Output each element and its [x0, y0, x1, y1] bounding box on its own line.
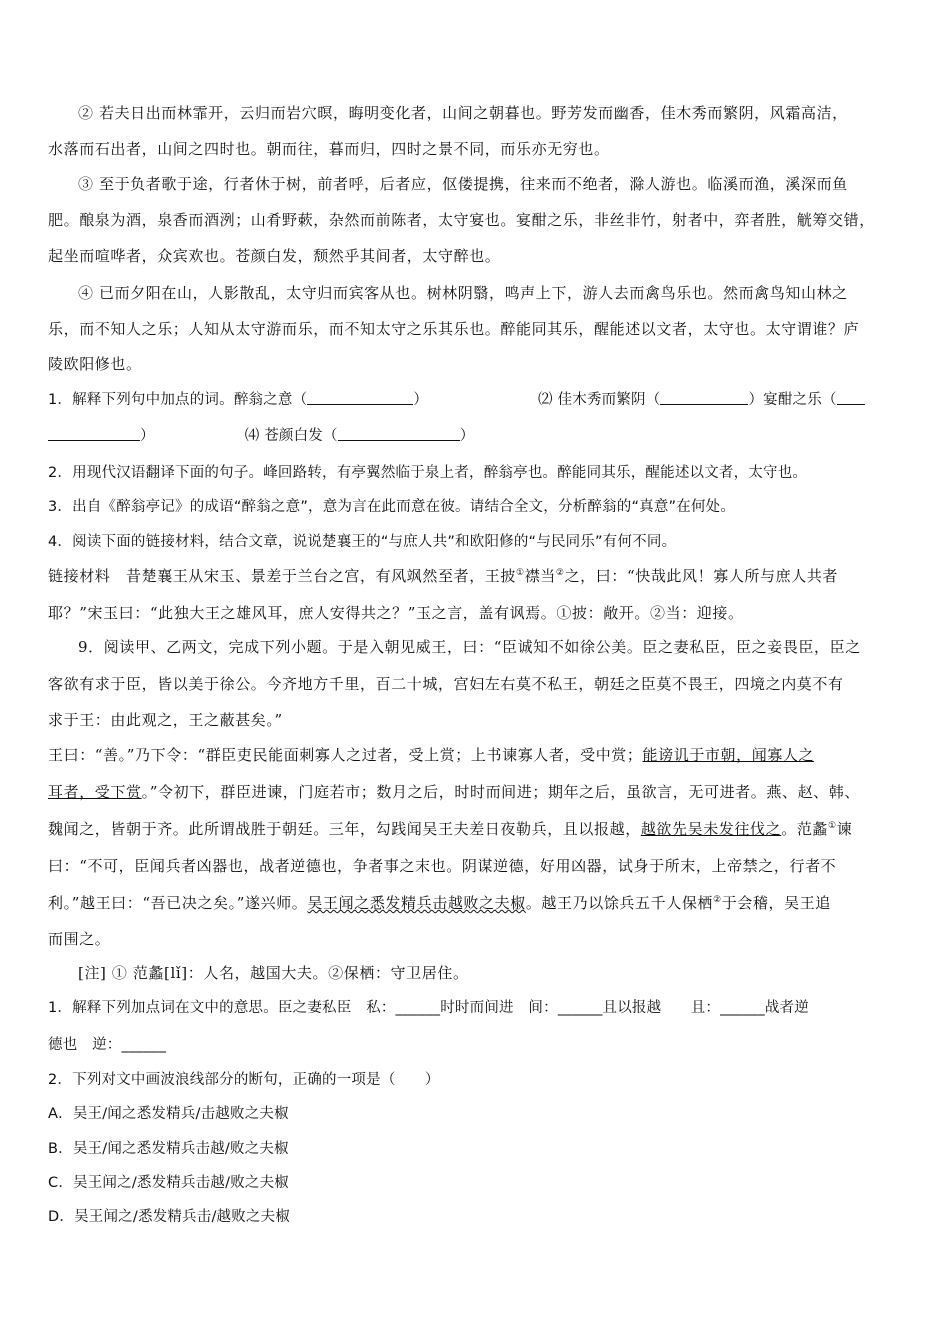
option-d: D．吴王闻之/悉发精兵击/越败之夫椒	[48, 1209, 291, 1225]
passage-text: 。越王乃以馀兵五千人保栖	[525, 894, 714, 912]
footnote-marker: ②	[713, 895, 722, 905]
question2-2: 2．下列对文中画波浪线部分的断句，正确的一项是（ ）	[48, 1072, 440, 1088]
q1-close-paren: ）	[140, 428, 155, 444]
passage-text: 魏闻之，皆朝于齐。此所谓战胜于朝廷。三年，勾践闻吴王夫差日夜勒兵，且以报越，	[48, 820, 641, 838]
question1-3: 3．出自《醉翁亭记》的成语“醉翁之意”，意为言在此而意在彼。请结合全文，分析醉翁的“真意”在何处。	[48, 499, 736, 515]
passage1-p2-line2: 水落而石出者，山间之四时也。朝而往，暮而归，四时之景不同，而乐亦无穷也。	[48, 140, 610, 158]
wavy-underlined-text: 吴王闻之悉发精兵击越败之夫椒	[307, 894, 526, 912]
option-b: B．吴王/闻之悉发精兵击越/败之夫椒	[48, 1141, 289, 1157]
passage1-p4-line1: ④ 已而夕阳在山，人影散乱，太守归而宾客从也。树林阴翳，鸣声上下，游人去而禽鸟乐也。然而禽鸟知山林之	[78, 284, 848, 302]
passage-text: 王曰：“善。”乃下令：“群臣吏民能面刺寡人之过者，受上赏；上书谏寡人者，受中赏；	[48, 746, 643, 764]
option-a: A．吴王/闻之悉发精兵/击越败之夫椒	[48, 1106, 289, 1122]
passage2-note: [注] ① 范蠡[lǐ]：人名，越国大夫。②保栖：守卫居住。	[78, 964, 469, 982]
underlined-text: 耳者，受下赏	[48, 783, 142, 801]
question1-1	[48, 390, 865, 410]
answer-blank	[837, 390, 865, 405]
passage-text: 。”令初下，群臣进谏，门庭若市；数月之后，时时而间进；期年之后，虽欲言，无可进者。燕、赵、韩、	[141, 783, 860, 801]
underlined-text: 越欲先吴未发往伐之	[640, 820, 782, 838]
q1-prompt: 1．解释下列句中加点的词。醉翁之意（	[48, 392, 308, 408]
passage-text: 谏	[836, 820, 853, 838]
passage1-p3-line1: ③ 至于负者歌于途，行者休于树，前者呼，后者应，伛偻提携，往来而不绝者，滁人游也。临溪而渔，溪深而鱼	[78, 175, 848, 193]
footnote-marker: ②	[555, 568, 565, 578]
passage2-line6	[48, 819, 852, 839]
link-text: 链接材料 昔楚襄王从宋玉、景差于兰台之宫，有风飒然至者，王披	[48, 567, 517, 585]
q1-item3: ）宴酣之乐（	[748, 392, 837, 408]
question1-1-cont	[48, 426, 474, 446]
underlined-text: 能谤讥于市朝，闻寡人之	[642, 746, 815, 764]
q1-item2: ⑵ 佳木秀而繁阴（	[538, 392, 661, 408]
answer-blank	[338, 426, 460, 441]
question1-4: 4．阅读下面的链接材料，结合文章，说说楚襄王的“与庶人共”和欧阳修的“与民同乐”有何不同。	[48, 534, 677, 550]
passage2-line8	[48, 893, 831, 913]
q1-close-paren: ）	[459, 428, 475, 444]
passage-text: 利。”越王曰：“吾已决之矣。”遂兴师。	[48, 894, 308, 912]
footnote-marker: ①	[516, 568, 525, 578]
link-text: 之，曰：“快哉此风！寡人所与庶人共者	[564, 567, 839, 585]
passage1-p4-line2: 乐，而不知人之乐；人知从太守游而乐，而不知太守之乐其乐也。醉能同其乐，醒能述以文者，太守也。太守谓谁？庐	[48, 320, 860, 338]
q1-item4: ⑷ 苍颜白发（	[244, 428, 338, 444]
passage2-line7: 曰：“不可，臣闻兵者凶器也，战者逆德也，争者事之末也。阴谋逆德，好用凶器，试身于所末，上帝禁之，行者不	[48, 857, 837, 875]
option-c: C．吴王闻之/悉发精兵击越/败之夫椒	[48, 1175, 289, 1191]
passage-text: 于会稽，吴王追	[721, 894, 831, 912]
answer-blank	[307, 390, 413, 405]
passage1-p3-line3: 起坐而喧哗者，众宾欢也。苍颜白发，颓然乎其间者，太守醉也。	[48, 247, 501, 265]
question1-2: 2．用现代汉语翻译下面的句子。峰回路转，有亭翼然临于泉上者，醉翁亭也。醉能同其乐，醒能述以文者，太守也。	[48, 465, 808, 481]
q1-close-paren: ）	[413, 392, 429, 408]
question2-1-line2: 德也 逆：______	[48, 1037, 167, 1053]
passage1-p2-line1: ② 若夫日出而林霏开，云归而岩穴暝，晦明变化者，山间之朝暮也。野芳发而幽香，佳木秀而繁阴，风霜高洁，	[78, 104, 848, 122]
passage2-line3: 求于王：由此观之，王之蔽甚矣。”	[48, 711, 283, 729]
passage2-line1: 9．阅读甲、乙两文，完成下列小题。于是入朝见威王，曰：“臣诚知不如徐公美。臣之妻私臣，臣之妾畏臣，臣之	[78, 638, 861, 656]
passage1-p4-line3: 陵欧阳修也。	[48, 355, 142, 373]
passage2-line2: 客欲有求于臣，皆以美于徐公。今齐地方千里，百二十城，宫妇左右莫不私王，朝廷之臣莫不畏王，四境之内莫不有	[48, 675, 844, 693]
passage1-p3-line2: 肥。酿泉为酒，泉香而酒洌；山肴野蔌，杂然而前陈者，太守宴也。宴酣之乐，非丝非竹，射者中，弈者胜，觥筹交错，	[48, 211, 875, 229]
link-text: 襟当	[524, 567, 556, 585]
link-material-line2: 耶？”宋玉曰：“此独大王之雄风耳，庶人安得共之？”玉之言，盖有讽焉。①披：敞开。②当：迎接。	[48, 604, 744, 622]
passage2-line4	[48, 745, 814, 765]
answer-blank	[660, 390, 748, 405]
footnote-marker: ①	[828, 821, 837, 831]
passage-text: 。范蠡	[781, 820, 829, 838]
answer-blank	[48, 426, 140, 441]
question2-1-line1: 1．解释下列加点词在文中的意思。臣之妻私臣 私：______时时而间进 间：______且以报越 且：______战者逆	[48, 1000, 809, 1016]
link-material-line1	[48, 566, 838, 586]
passage2-line9: 而围之。	[48, 930, 111, 948]
passage2-line5	[48, 782, 860, 802]
